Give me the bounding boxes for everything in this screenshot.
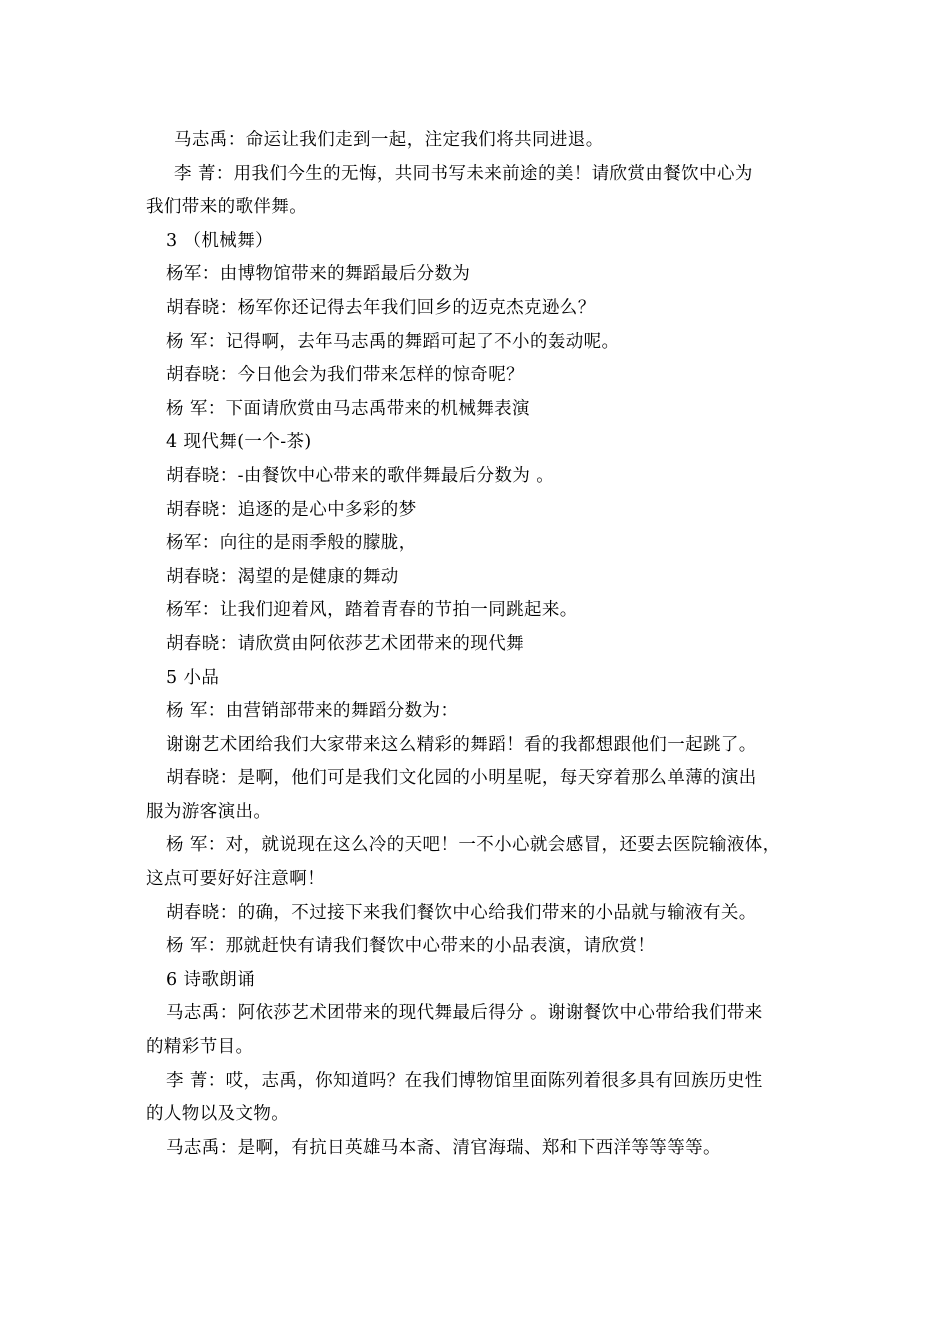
dialogue-line: 胡春晓：的确，不过接下来我们餐饮中心给我们带来的小品就与输液有关。 [166,902,757,923]
section-heading: 4 现代舞(一个-茶) [166,432,312,453]
dialogue-line: 胡春晓：请欣赏由阿依莎艺术团带来的现代舞 [166,633,524,654]
dialogue-line: 杨 军：对，就说现在这么冷的天吧！一不小心就会感冒，还要去医院输液体， [166,835,781,856]
section-heading: 6 诗歌朗诵 [166,969,256,990]
dialogue-line: 杨 军：由营销部带来的舞蹈分数为： [166,701,459,722]
dialogue-line: 李 菁：哎，志禹，你知道吗？在我们博物馆里面陈列着很多具有回族历史性 [166,1070,763,1091]
section-heading: 5 小品 [166,667,220,688]
dialogue-line: 杨军：向往的是雨季般的朦胧， [166,533,417,554]
dialogue-line: 杨军：由博物馆带来的舞蹈最后分数为 [166,264,471,285]
dialogue-line: 杨 军：下面请欣赏由马志禹带来的机械舞表演 [166,398,530,419]
dialogue-line-continuation: 这点可要好好注意啊！ [146,869,325,890]
dialogue-line-continuation: 服为游客演出。 [146,801,272,822]
dialogue-line: 马志禹：命运让我们走到一起，注定我们将共同进退。 [174,130,604,150]
dialogue-line: 杨 军：记得啊，去年马志禹的舞蹈可起了不小的轰动呢。 [166,331,620,352]
dialogue-line: 谢谢艺术团给我们大家带来这么精彩的舞蹈！看的我都想跟他们一起跳了。 [166,734,757,755]
dialogue-line-continuation: 的精彩节目。 [146,1037,254,1058]
dialogue-line: 马志禹：阿依莎艺术团带来的现代舞最后得分 。谢谢餐饮中心带给我们带来 [166,1003,763,1024]
dialogue-line: 胡春晓：今日他会为我们带来怎样的惊奇呢？ [166,365,524,386]
dialogue-line-continuation: 的人物以及文物。 [146,1104,290,1125]
dialogue-line-continuation: 我们带来的歌伴舞。 [146,197,308,218]
script-text-body [146,124,826,1165]
dialogue-line: 杨 军：那就赶快有请我们餐饮中心带来的小品表演，请欣赏！ [166,936,656,957]
dialogue-line: 杨军：让我们迎着风，踏着青春的节拍一同跳起来。 [166,600,578,621]
dialogue-line: 胡春晓：杨军你还记得去年我们回乡的迈克杰克逊么？ [166,297,596,318]
dialogue-line: 胡春晓：追逐的是心中多彩的梦 [166,499,417,520]
dialogue-line: 马志禹：是啊，有抗日英雄马本斋、清官海瑞、郑和下西洋等等等等。 [166,1137,721,1158]
dialogue-line: 胡春晓：渴望的是健康的舞动 [166,566,399,587]
dialogue-line: 胡春晓：是啊，他们可是我们文化园的小明星呢，每天穿着那么单薄的演出 [166,768,757,789]
dialogue-line: 李 菁：用我们今生的无悔，共同书写未来前途的美！请欣赏由餐饮中心为 [174,163,753,184]
dialogue-line: 胡春晓：-由餐饮中心带来的歌伴舞最后分数为 。 [166,465,555,486]
section-heading: 3 （机械舞） [166,230,273,251]
